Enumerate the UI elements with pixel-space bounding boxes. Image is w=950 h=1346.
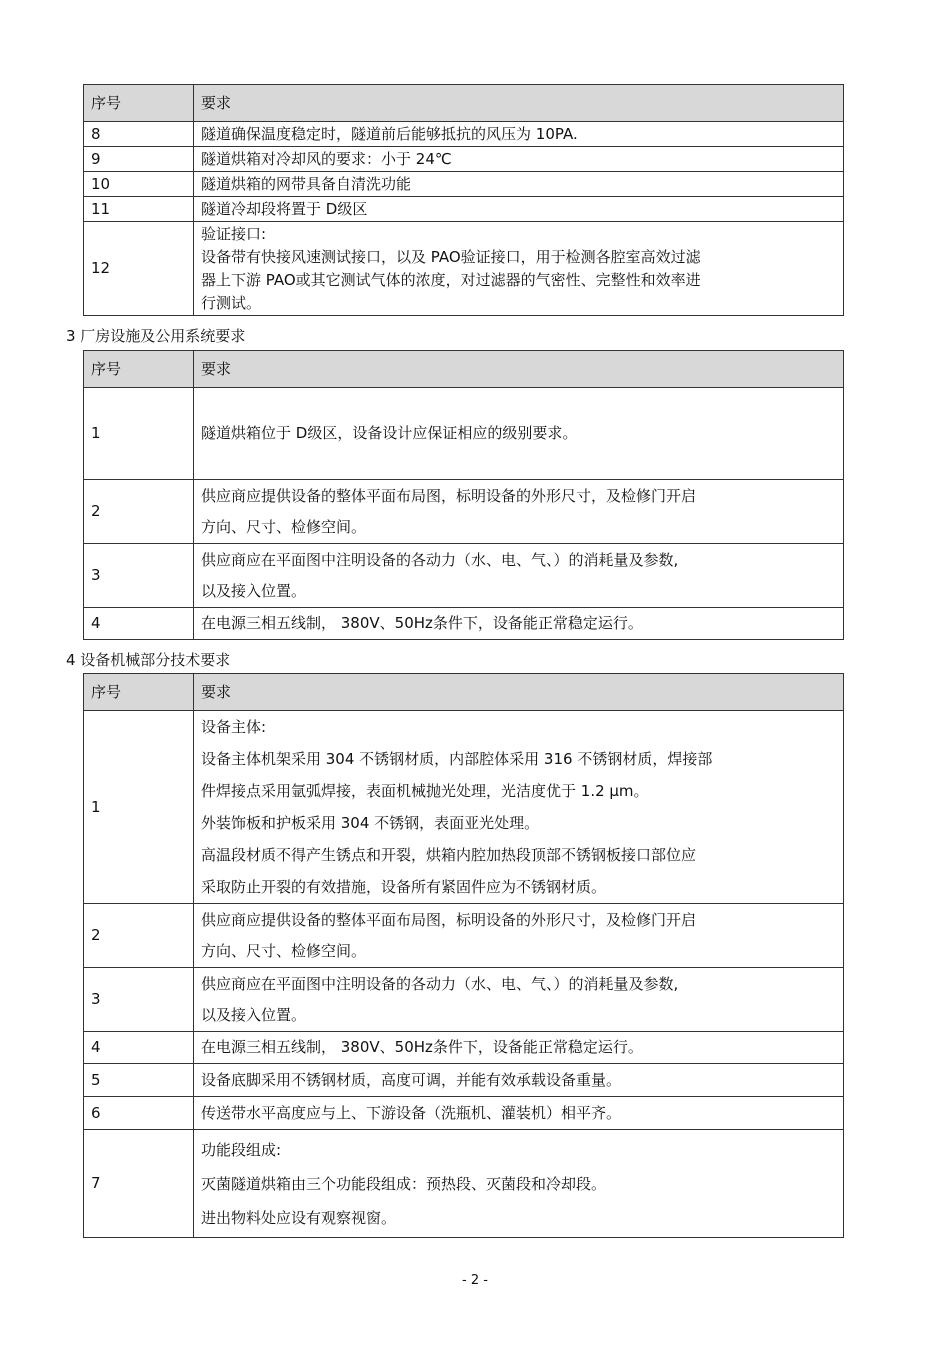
row-number: 4 (84, 608, 194, 640)
table-row (84, 122, 844, 147)
requirement-line: 器上下游 PAO或其它测试气体的浓度，对过滤器的气密性、完整性和效率进 (201, 270, 701, 289)
row-requirement (194, 904, 844, 968)
requirement-line: 隧道冷却段将置于 D级区 (201, 199, 368, 218)
requirement-line: 供应商应在平面图中注明设备的各动力（水、电、气、）的消耗量及参数, (201, 550, 679, 569)
row-number: 3 (84, 544, 194, 608)
table-row (84, 1130, 844, 1238)
requirement-line: 件焊接点采用氩弧焊接，表面机械抛光处理，光洁度优于 1.2 μm。 (201, 782, 649, 800)
requirement-line: 供应商应提供设备的整体平面布局图，标明设备的外形尺寸，及检修门开启 (201, 486, 697, 505)
header-no: 序号 (84, 351, 194, 388)
row-requirement (194, 1097, 844, 1130)
row-requirement (194, 388, 844, 480)
requirement-line: 隧道确保温度稳定时，隧道前后能够抵抗的风压为 10PA. (201, 124, 578, 143)
requirement-line: 在电源三相五线制， 380V、50Hz条件下，设备能正常稳定运行。 (201, 614, 643, 632)
table-header-row (84, 351, 844, 388)
row-number: 1 (84, 711, 194, 904)
row-requirement (194, 1130, 844, 1238)
header-requirement: 要求 (194, 351, 844, 388)
requirement-line: 验证接口: (201, 224, 267, 243)
table-row (84, 904, 844, 968)
requirement-line: 在电源三相五线制， 380V、50Hz条件下，设备能正常稳定运行。 (201, 1038, 643, 1056)
table-header-row (84, 674, 844, 711)
requirement-line: 隧道烘箱对冷却风的要求：小于 24℃ (201, 149, 452, 168)
row-requirement (194, 711, 844, 904)
requirement-line: 设备主体: (201, 718, 267, 736)
row-number: 2 (84, 904, 194, 968)
table-header-row (84, 85, 844, 122)
row-number: 1 (84, 388, 194, 480)
requirement-line: 供应商应提供设备的整体平面布局图，标明设备的外形尺寸，及检修门开启 (201, 910, 697, 929)
requirements-table-1 (83, 84, 844, 316)
requirement-line: 设备带有快接风速测试接口，以及 PAO验证接口，用于检测各腔室高效过滤 (201, 247, 701, 266)
header-requirement: 要求 (194, 674, 844, 711)
row-requirement (194, 480, 844, 544)
header-no: 序号 (84, 674, 194, 711)
row-requirement (194, 222, 844, 316)
requirement-line: 设备主体机架采用 304 不锈钢材质，内部腔体采用 316 不锈钢材质，焊接部 (201, 750, 713, 768)
requirement-line: 隧道烘箱的网带具备自清洗功能 (201, 174, 412, 193)
requirement-line: 行测试。 (201, 293, 262, 312)
row-requirement (194, 172, 844, 197)
table-row (84, 968, 844, 1032)
requirement-line: 采取防止开裂的有效措施，设备所有紧固件应为不锈钢材质。 (201, 878, 607, 896)
table-row (84, 1097, 844, 1130)
row-number: 7 (84, 1130, 194, 1238)
row-requirement (194, 122, 844, 147)
row-requirement (194, 608, 844, 640)
section-3-title: 3 厂房设施及公用系统要求 (66, 327, 246, 345)
row-requirement (194, 544, 844, 608)
requirement-line: 设备底脚采用不锈钢材质，高度可调，并能有效承载设备重量。 (201, 1070, 622, 1089)
requirement-line: 外装饰板和护板采用 304 不锈钢，表面亚光处理。 (201, 814, 540, 832)
row-number: 8 (84, 122, 194, 147)
header-requirement: 要求 (194, 85, 844, 122)
section-4-title: 4 设备机械部分技术要求 (66, 651, 231, 669)
table-row (84, 222, 844, 316)
row-number: 4 (84, 1032, 194, 1064)
requirement-line: 功能段组成: (201, 1140, 282, 1159)
row-number: 6 (84, 1097, 194, 1130)
requirement-line: 灭菌隧道烘箱由三个功能段组成：预热段、灭菌段和冷却段。 (201, 1174, 607, 1193)
requirement-line: 高温段材质不得产生锈点和开裂，烘箱内腔加热段顶部不锈钢板接口部位应 (201, 846, 697, 864)
row-requirement (194, 197, 844, 222)
requirement-line: 以及接入位置。 (201, 581, 307, 600)
page-number: - 2 - (462, 1273, 488, 1288)
row-number: 5 (84, 1064, 194, 1097)
row-number: 12 (84, 222, 194, 316)
requirement-line: 方向、尺寸、检修空间。 (201, 941, 367, 960)
row-number: 9 (84, 147, 194, 172)
table-row (84, 480, 844, 544)
row-number: 10 (84, 172, 194, 197)
requirements-table-3 (83, 673, 844, 1238)
requirement-line: 以及接入位置。 (201, 1005, 307, 1024)
requirements-table-2 (83, 350, 844, 640)
requirement-line: 传送带水平高度应与上、下游设备（洗瓶机、灌装机）相平齐。 (201, 1103, 622, 1122)
row-requirement (194, 968, 844, 1032)
table-row (84, 1032, 844, 1064)
row-requirement (194, 147, 844, 172)
row-requirement (194, 1032, 844, 1064)
row-number: 11 (84, 197, 194, 222)
table-row (84, 388, 844, 480)
requirement-line: 隧道烘箱位于 D级区，设备设计应保证相应的级别要求。 (201, 424, 578, 442)
header-no: 序号 (84, 85, 194, 122)
table-row (84, 608, 844, 640)
table-row (84, 172, 844, 197)
requirement-line: 供应商应在平面图中注明设备的各动力（水、电、气、）的消耗量及参数, (201, 974, 679, 993)
table-row (84, 1064, 844, 1097)
row-number: 3 (84, 968, 194, 1032)
row-number: 2 (84, 480, 194, 544)
table-row (84, 197, 844, 222)
requirement-line: 进出物料处应设有观察视窗。 (201, 1208, 397, 1227)
requirement-line: 方向、尺寸、检修空间。 (201, 517, 367, 536)
table-row (84, 711, 844, 904)
table-row (84, 544, 844, 608)
row-requirement (194, 1064, 844, 1097)
table-row (84, 147, 844, 172)
